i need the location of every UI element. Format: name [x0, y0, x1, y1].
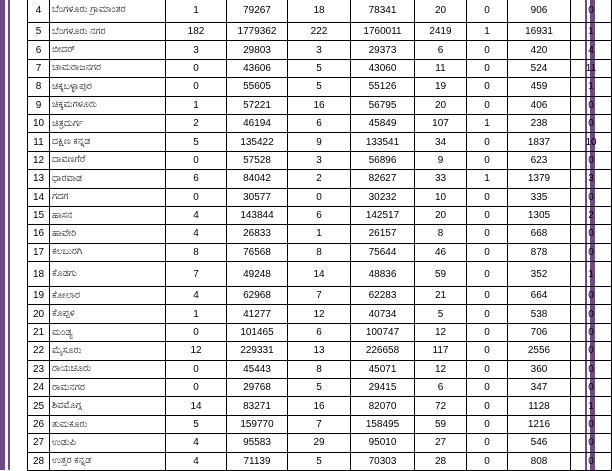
table-row — [28, 133, 612, 151]
district-name-cell: ಮೈಸೂರು — [50, 342, 166, 360]
col2-cell: 30577 — [227, 188, 288, 206]
col2-cell: 143844 — [227, 206, 288, 224]
col6-cell: 1 — [467, 170, 508, 188]
col6-cell: 0 — [467, 287, 508, 305]
col1-cell: 0 — [166, 379, 227, 397]
col3-cell: 6 — [288, 206, 351, 224]
table-row — [28, 23, 612, 41]
col3-cell: 5 — [288, 452, 351, 470]
col4-cell: 29373 — [351, 41, 415, 59]
col1-cell: 12 — [166, 342, 227, 360]
col4-cell: 100747 — [351, 323, 415, 341]
serial-number-cell: 26 — [28, 415, 50, 433]
col4-cell: 226658 — [351, 342, 415, 360]
col8-cell: 4 — [571, 41, 612, 59]
col1-cell: 14 — [166, 397, 227, 415]
col2-cell: 45443 — [227, 360, 288, 378]
table-row — [28, 151, 612, 169]
col1-cell: 3 — [166, 41, 227, 59]
table-row — [28, 243, 612, 261]
serial-number-cell: 6 — [28, 41, 50, 59]
col3-cell: 7 — [288, 287, 351, 305]
district-name-cell: ಬೆಂಗಳೂರು ಗ್ರಾಮಾಂತರ — [50, 0, 166, 23]
col1-cell: 0 — [166, 59, 227, 77]
col6-cell: 0 — [467, 452, 508, 470]
col2-cell: 79267 — [227, 0, 288, 23]
col7-cell: 546 — [508, 434, 571, 452]
col2-cell: 71139 — [227, 452, 288, 470]
col8-cell: 0 — [571, 415, 612, 433]
col8-cell: 11 — [571, 59, 612, 77]
district-name-cell: ರಾಮನಗರ — [50, 379, 166, 397]
col8-cell: 0 — [571, 243, 612, 261]
col2-cell: 29768 — [227, 379, 288, 397]
table-row — [28, 170, 612, 188]
col8-cell: 0 — [571, 305, 612, 323]
col8-cell: 0 — [571, 342, 612, 360]
col5-cell: 5 — [415, 305, 467, 323]
table-row — [28, 397, 612, 415]
col3-cell: 5 — [288, 379, 351, 397]
col3-cell: 9 — [288, 133, 351, 151]
table-row — [28, 379, 612, 397]
col4-cell: 95010 — [351, 434, 415, 452]
district-name-cell: ರಾಯಚೂರು — [50, 360, 166, 378]
col4-cell: 40734 — [351, 305, 415, 323]
table-row — [28, 342, 612, 360]
district-name-cell: ತುಮಕೂರು — [50, 415, 166, 433]
col3-cell: 6 — [288, 114, 351, 132]
col4-cell: 142517 — [351, 206, 415, 224]
serial-number-cell: 7 — [28, 59, 50, 77]
col7-cell: 706 — [508, 323, 571, 341]
col4-cell: 82627 — [351, 170, 415, 188]
col5-cell: 28 — [415, 452, 467, 470]
district-name-cell: ಶಿವಮೊಗ್ಗ — [50, 397, 166, 415]
col5-cell: 8 — [415, 225, 467, 243]
col6-cell: 0 — [467, 0, 508, 23]
table-row — [28, 323, 612, 341]
col6-cell: 0 — [467, 96, 508, 114]
table-row — [28, 287, 612, 305]
district-name-cell: ಹಾವೇರಿ — [50, 225, 166, 243]
col2-cell: 49248 — [227, 262, 288, 287]
col6-cell: 0 — [467, 415, 508, 433]
col8-cell: 0 — [571, 360, 612, 378]
col6-cell: 0 — [467, 78, 508, 96]
col6-cell: 1 — [467, 114, 508, 132]
col4-cell: 45071 — [351, 360, 415, 378]
district-name-cell: ಉಡುಪಿ — [50, 434, 166, 452]
serial-number-cell: 18 — [28, 262, 50, 287]
col4-cell: 158495 — [351, 415, 415, 433]
table-row — [28, 262, 612, 287]
col7-cell: 668 — [508, 225, 571, 243]
table-row — [28, 360, 612, 378]
district-name-cell: ಚಿತ್ರದುರ್ಗ — [50, 114, 166, 132]
col6-cell: 0 — [467, 41, 508, 59]
col6-cell: 0 — [467, 133, 508, 151]
col1-cell: 4 — [166, 206, 227, 224]
col1-cell: 0 — [166, 188, 227, 206]
col1-cell: 2 — [166, 114, 227, 132]
col6-cell: 0 — [467, 206, 508, 224]
col4-cell: 70303 — [351, 452, 415, 470]
col5-cell: 27 — [415, 434, 467, 452]
col1-cell: 0 — [166, 151, 227, 169]
col2-cell: 46194 — [227, 114, 288, 132]
col7-cell: 906 — [508, 0, 571, 23]
col5-cell: 20 — [415, 96, 467, 114]
col4-cell: 56896 — [351, 151, 415, 169]
col5-cell: 6 — [415, 41, 467, 59]
col4-cell: 82070 — [351, 397, 415, 415]
table-body — [28, 0, 612, 470]
col2-cell: 43606 — [227, 59, 288, 77]
district-name-cell: ಚಿಕ್ಕಮಗಳೂರು — [50, 96, 166, 114]
page-frame-left — [0, 0, 5, 470]
col2-cell: 1779362 — [227, 23, 288, 41]
col8-cell: 0 — [571, 225, 612, 243]
col6-cell: 0 — [467, 342, 508, 360]
col5-cell: 34 — [415, 133, 467, 151]
col8-cell: 1 — [571, 262, 612, 287]
table-row — [28, 41, 612, 59]
district-name-cell: ಗದಗ — [50, 188, 166, 206]
col8-cell: 1 — [571, 78, 612, 96]
col1-cell: 182 — [166, 23, 227, 41]
col1-cell: 4 — [166, 225, 227, 243]
col7-cell: 623 — [508, 151, 571, 169]
col3-cell: 29 — [288, 434, 351, 452]
serial-number-cell: 22 — [28, 342, 50, 360]
col2-cell: 26833 — [227, 225, 288, 243]
serial-number-cell: 13 — [28, 170, 50, 188]
serial-number-cell: 24 — [28, 379, 50, 397]
col2-cell: 101465 — [227, 323, 288, 341]
serial-number-cell: 5 — [28, 23, 50, 41]
col8-cell: 0 — [571, 287, 612, 305]
col5-cell: 117 — [415, 342, 467, 360]
col1-cell: 0 — [166, 323, 227, 341]
district-name-cell: ಚಿಕ್ಕಬಳ್ಳಾಪುರ — [50, 78, 166, 96]
col2-cell: 29803 — [227, 41, 288, 59]
col1-cell: 0 — [166, 360, 227, 378]
col5-cell: 12 — [415, 323, 467, 341]
serial-number-cell: 28 — [28, 452, 50, 470]
col5-cell: 2419 — [415, 23, 467, 41]
district-name-cell: ಧಾರವಾಡ — [50, 170, 166, 188]
col2-cell: 95583 — [227, 434, 288, 452]
table-row — [28, 225, 612, 243]
serial-number-cell: 11 — [28, 133, 50, 151]
col4-cell: 75644 — [351, 243, 415, 261]
col4-cell: 48836 — [351, 262, 415, 287]
col5-cell: 107 — [415, 114, 467, 132]
col4-cell: 1760011 — [351, 23, 415, 41]
col7-cell: 1128 — [508, 397, 571, 415]
col5-cell: 9 — [415, 151, 467, 169]
table-row — [28, 78, 612, 96]
col3-cell: 5 — [288, 59, 351, 77]
serial-number-cell: 10 — [28, 114, 50, 132]
col8-cell: 0 — [571, 379, 612, 397]
serial-number-cell: 17 — [28, 243, 50, 261]
col5-cell: 59 — [415, 415, 467, 433]
district-name-cell: ಕೊಡಗು — [50, 262, 166, 287]
col5-cell: 21 — [415, 287, 467, 305]
col4-cell: 30232 — [351, 188, 415, 206]
col8-cell: 0 — [571, 114, 612, 132]
col3-cell: 16 — [288, 397, 351, 415]
col4-cell: 45849 — [351, 114, 415, 132]
col3-cell: 7 — [288, 415, 351, 433]
col7-cell: 406 — [508, 96, 571, 114]
col3-cell: 2 — [288, 170, 351, 188]
col2-cell: 57221 — [227, 96, 288, 114]
serial-number-cell: 23 — [28, 360, 50, 378]
col1-cell: 5 — [166, 133, 227, 151]
col3-cell: 8 — [288, 243, 351, 261]
col4-cell: 55126 — [351, 78, 415, 96]
serial-number-cell: 25 — [28, 397, 50, 415]
col8-cell: 0 — [571, 151, 612, 169]
serial-number-cell: 27 — [28, 434, 50, 452]
col1-cell: 1 — [166, 96, 227, 114]
district-name-cell: ದಕ್ಷಿಣ ಕನ್ನಡ — [50, 133, 166, 151]
col7-cell: 1216 — [508, 415, 571, 433]
col6-cell: 0 — [467, 323, 508, 341]
col3-cell: 18 — [288, 0, 351, 23]
serial-number-cell: 8 — [28, 78, 50, 96]
col1-cell: 4 — [166, 287, 227, 305]
col2-cell: 84042 — [227, 170, 288, 188]
col1-cell: 1 — [166, 0, 227, 23]
col8-cell: 1 — [571, 397, 612, 415]
district-name-cell: ಮಂಡ್ಯ — [50, 323, 166, 341]
col1-cell: 4 — [166, 434, 227, 452]
table-row — [28, 452, 612, 470]
table-row — [28, 188, 612, 206]
col4-cell: 43060 — [351, 59, 415, 77]
col3-cell: 6 — [288, 323, 351, 341]
col1-cell: 7 — [166, 262, 227, 287]
col7-cell: 1305 — [508, 206, 571, 224]
serial-number-cell: 14 — [28, 188, 50, 206]
col7-cell: 420 — [508, 41, 571, 59]
col3-cell: 12 — [288, 305, 351, 323]
col8-cell: 0 — [571, 323, 612, 341]
col5-cell: 20 — [415, 0, 467, 23]
col2-cell: 159770 — [227, 415, 288, 433]
col6-cell: 0 — [467, 188, 508, 206]
col7-cell: 238 — [508, 114, 571, 132]
col2-cell: 55605 — [227, 78, 288, 96]
col7-cell: 459 — [508, 78, 571, 96]
col3-cell: 16 — [288, 96, 351, 114]
col5-cell: 20 — [415, 206, 467, 224]
col7-cell: 1379 — [508, 170, 571, 188]
col5-cell: 72 — [415, 397, 467, 415]
col3-cell: 3 — [288, 41, 351, 59]
col3-cell: 3 — [288, 151, 351, 169]
col6-cell: 0 — [467, 360, 508, 378]
serial-number-cell: 16 — [28, 225, 50, 243]
col7-cell: 16931 — [508, 23, 571, 41]
col1-cell: 6 — [166, 170, 227, 188]
col7-cell: 664 — [508, 287, 571, 305]
col7-cell: 347 — [508, 379, 571, 397]
table-row — [28, 206, 612, 224]
col8-cell: 0 — [571, 188, 612, 206]
col7-cell: 1837 — [508, 133, 571, 151]
serial-number-cell: 20 — [28, 305, 50, 323]
serial-number-cell: 9 — [28, 96, 50, 114]
col7-cell: 360 — [508, 360, 571, 378]
table-row — [28, 0, 612, 23]
col2-cell: 83271 — [227, 397, 288, 415]
serial-number-cell: 19 — [28, 287, 50, 305]
col3-cell: 222 — [288, 23, 351, 41]
col2-cell: 229331 — [227, 342, 288, 360]
col7-cell: 878 — [508, 243, 571, 261]
col1-cell: 5 — [166, 415, 227, 433]
table-row — [28, 434, 612, 452]
col4-cell: 62283 — [351, 287, 415, 305]
col8-cell: 0 — [571, 452, 612, 470]
district-name-cell: ಉತ್ತರ ಕನ್ನಡ — [50, 452, 166, 470]
col5-cell: 12 — [415, 360, 467, 378]
col2-cell: 76568 — [227, 243, 288, 261]
col6-cell: 0 — [467, 434, 508, 452]
col6-cell: 0 — [467, 262, 508, 287]
col5-cell: 33 — [415, 170, 467, 188]
col8-cell: 1 — [571, 23, 612, 41]
col4-cell: 29415 — [351, 379, 415, 397]
district-name-cell: ಕಲಬುರಗಿ — [50, 243, 166, 261]
col7-cell: 335 — [508, 188, 571, 206]
col6-cell: 0 — [467, 59, 508, 77]
col5-cell: 46 — [415, 243, 467, 261]
col5-cell: 6 — [415, 379, 467, 397]
col4-cell: 26157 — [351, 225, 415, 243]
col8-cell: 0 — [571, 0, 612, 23]
col7-cell: 2556 — [508, 342, 571, 360]
col5-cell: 11 — [415, 59, 467, 77]
col4-cell: 133541 — [351, 133, 415, 151]
col1-cell: 1 — [166, 305, 227, 323]
col1-cell: 8 — [166, 243, 227, 261]
col8-cell: 3 — [571, 170, 612, 188]
col6-cell: 0 — [467, 305, 508, 323]
table-row — [28, 96, 612, 114]
district-data-table — [27, 0, 612, 471]
col3-cell: 1 — [288, 225, 351, 243]
col6-cell: 0 — [467, 379, 508, 397]
col2-cell: 57528 — [227, 151, 288, 169]
serial-number-cell: 4 — [28, 0, 50, 23]
district-name-cell: ಕೋಲಾರ — [50, 287, 166, 305]
col7-cell: 538 — [508, 305, 571, 323]
col3-cell: 8 — [288, 360, 351, 378]
table-row — [28, 114, 612, 132]
col7-cell: 352 — [508, 262, 571, 287]
col8-cell: 0 — [571, 96, 612, 114]
col4-cell: 78341 — [351, 0, 415, 23]
col2-cell: 135422 — [227, 133, 288, 151]
district-name-cell: ದಾವಣಗೆರೆ — [50, 151, 166, 169]
col8-cell: 2 — [571, 206, 612, 224]
col5-cell: 19 — [415, 78, 467, 96]
district-name-cell: ಚಾಮರಾಜನಗರ — [50, 59, 166, 77]
col5-cell: 10 — [415, 188, 467, 206]
table-row — [28, 59, 612, 77]
col7-cell: 808 — [508, 452, 571, 470]
col6-cell: 1 — [467, 23, 508, 41]
col3-cell: 5 — [288, 78, 351, 96]
col4-cell: 56795 — [351, 96, 415, 114]
col6-cell: 0 — [467, 243, 508, 261]
col1-cell: 4 — [166, 452, 227, 470]
col1-cell: 0 — [166, 78, 227, 96]
serial-number-cell: 21 — [28, 323, 50, 341]
district-name-cell: ಬೆಂಗಳೂರು ನಗರ — [50, 23, 166, 41]
col5-cell: 59 — [415, 262, 467, 287]
col6-cell: 0 — [467, 151, 508, 169]
col3-cell: 0 — [288, 188, 351, 206]
district-name-cell: ಹಾಸನ — [50, 206, 166, 224]
col7-cell: 524 — [508, 59, 571, 77]
col2-cell: 41277 — [227, 305, 288, 323]
col3-cell: 13 — [288, 342, 351, 360]
serial-number-cell: 12 — [28, 151, 50, 169]
district-name-cell: ಬೀದರ್ — [50, 41, 166, 59]
col6-cell: 0 — [467, 397, 508, 415]
col6-cell: 0 — [467, 225, 508, 243]
col3-cell: 14 — [288, 262, 351, 287]
col8-cell: 0 — [571, 434, 612, 452]
col2-cell: 62968 — [227, 287, 288, 305]
table-row — [28, 415, 612, 433]
table-row — [28, 305, 612, 323]
page-frame-left-inner — [8, 0, 10, 470]
district-name-cell: ಕೊಪ್ಪಳ — [50, 305, 166, 323]
col8-cell: 10 — [571, 133, 612, 151]
serial-number-cell: 15 — [28, 206, 50, 224]
